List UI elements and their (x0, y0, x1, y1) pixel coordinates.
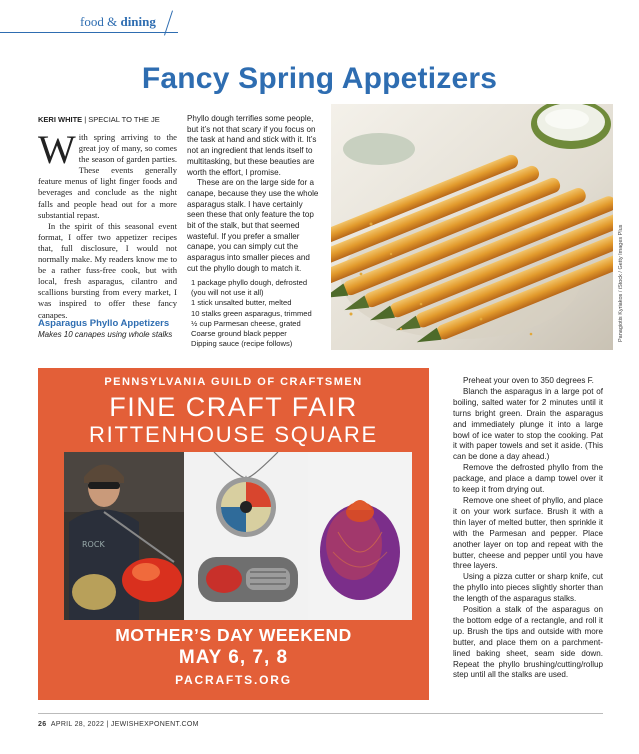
step-paragraph: Using a pizza cutter or sharp knife, cut the phyllo into pieces slightly shorter than the length of the asparagus stalks. (453, 572, 603, 604)
step-paragraph: Remove one sheet of phyllo, and place it on your work surface. Brush it with a thin layer of melted butter, then sprinkle it with the Parmesan and pepper. Place another layer on top and repeat with the butter, cheese and pepper until you have three layers. (453, 495, 603, 571)
ad-website-link[interactable]: PACRAFTS.ORG (175, 673, 292, 687)
article-column-3 (453, 376, 603, 681)
section-label (80, 14, 156, 30)
article-column-1 (38, 127, 177, 321)
ingredient-item: ½ cup Parmesan cheese, grated (191, 318, 301, 328)
publication-site: JEWISHEXPONENT.COM (110, 721, 199, 728)
ingredient-item: 1 package phyllo dough, defrosted (191, 278, 308, 287)
paragraph-3: Phyllo dough terrifies some people, but it’s not that scary if you focus on the task at hand and stick with it. It’s not an ingredient that lends itself to multitasking, but these beauties are worth the effort, I promise. (187, 114, 317, 177)
page-number: 26 (38, 721, 47, 728)
section-label-food: food (80, 14, 104, 29)
section-divider (0, 32, 178, 33)
ad-organizer: PENNSYLVANIA GUILD OF CRAFTSMEN (104, 376, 363, 388)
step-paragraph: Position a stalk of the asparagus on the bottom edge of a rectangle, and roll it up. Brush the tips and outside with more butter, and place them on a parchment-lined baking sheet, seam side down. Repeat the phyllo brushing/cutting/rollup step until all the stalks are used. (453, 605, 603, 680)
ingredient-item: Coarse ground black pepper (191, 329, 287, 339)
asparagus-illustration (331, 104, 613, 350)
step-paragraph: Remove the defrosted phyllo from the package, and place a damp towel over it to keep it from drying out. (453, 463, 603, 495)
step-paragraph: Preheat your oven to 350 degrees F. (463, 376, 594, 385)
intro-paragraph: ith spring arriving to the great joy of many, so comes the season of garden parties. These events generally feature menus of light finger foods and beverages and conclude as the night falls and people head out for a more substantial repast. (38, 132, 177, 220)
recipe-title: Asparagus Phyllo Appetizers (38, 318, 170, 329)
glassblower-illustration (64, 452, 184, 620)
ad-photo-glassblower (64, 452, 184, 620)
ad-event-weekend: MOTHER’S DAY WEEKEND (115, 625, 352, 645)
section-label-dining: dining (120, 14, 156, 29)
paragraph-2: In the spirit of this seasonal event format, I offer two appetizer recipes that, full disclosure, I would not normally make. My readers know me to be a rather fuss-free cook, but with local, fresh asparagus, cilantro and scallions bursting from every market, I was inspired to offer these fancy canapes. (38, 220, 177, 320)
ingredient-item: 1 stick unsalted butter, melted (191, 298, 292, 308)
byline-role: SPECIAL TO THE JE (88, 115, 160, 124)
page-title: Fancy Spring Appetizers (141, 62, 498, 95)
ad-title: FINE CRAFT FAIR (109, 392, 358, 422)
ad-event-dates: MAY 6, 7, 8 (178, 647, 289, 668)
ad-photo-glass-vase (308, 452, 412, 620)
craft-fair-ad[interactable] (38, 368, 429, 700)
photo-credit: Panagiotis Kyriakos / iStock / Getty Images Plus (618, 224, 624, 342)
section-label-amp: & (107, 14, 118, 29)
ingredient-item: 10 stalks green asparagus, trimmed (191, 308, 312, 318)
byline: KERI WHITE | SPECIAL TO THE JE (38, 115, 160, 124)
svg-text:ROCK: ROCK (82, 540, 105, 549)
recipe-yield: Makes 10 canapes using whole stalks (38, 330, 173, 339)
article-column-2 (187, 114, 321, 275)
jewelry-illustration (184, 452, 308, 620)
vase-illustration (308, 452, 412, 620)
ingredient-list (191, 278, 326, 349)
ad-location: RITTENHOUSE SQUARE (88, 422, 379, 447)
ingredient-item: (you will not use it all) (191, 288, 264, 298)
drop-cap: W (38, 127, 76, 172)
step-paragraph: Blanch the asparagus in a large pot of boiling, salted water for 2 minutes until it turns bright green. Drain the asparagus and immediately plunge it into a large bowl of ice water to stop the cooking. Pat it with paper towels and set it aside. (This can be done a day ahead.) (453, 386, 603, 462)
byline-author: KERI WHITE (38, 115, 83, 124)
footer-divider (38, 713, 603, 714)
paragraph-4: These are on the large side for a canape, because they use the whole asparagus stalk. I have certainly seen these that only feature the top bit of the stalk, but that seemed wasteful. If you prefer a smaller canape, you can simply cut the asparagus into smaller pieces and cut the phyllo dough to match it. (187, 178, 319, 273)
ingredient-item: Dipping sauce (recipe follows) (191, 339, 293, 349)
asparagus-photo (331, 104, 613, 350)
issue-date: APRIL 28, 2022 (50, 721, 105, 728)
ad-photo-jewelry (184, 452, 308, 620)
page-footer: 26 APRIL 28, 2022 | JEWISHEXPONENT.COM (38, 721, 199, 728)
